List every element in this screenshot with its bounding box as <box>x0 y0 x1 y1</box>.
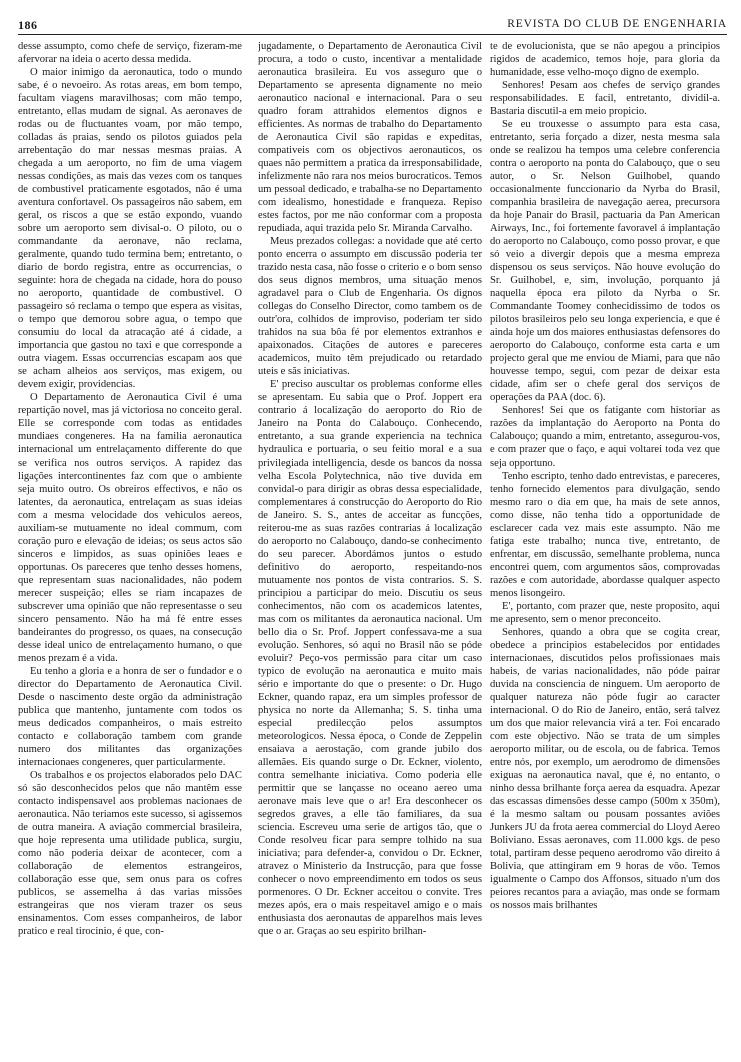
paragraph: O maior inimigo da aeronautica, todo o mundo sabe, é o nevoeiro. As rotas areas, em bom tempo, facultam viagens maravilhosas; com mão tempo, entretanto, ellas mudam de signal. As aeronaves de rodas ou de fluctuantes voam, por mão tempo, colladas ás praias, sendo os pilotos guiados pela arrebentação do mar nessas mesmas praias. A chegada a um aeroporto, no fim de uma viagem nessas condições, as mais das vezes com os tanques de combustivel praticamente esgotados, não é uma aventura confortavel. Os passageiros não sabem, em geral, os riscos a que se estão expondo, vuando sobre um aeroporto sem divisal-o. O piloto, ou o commandante da aeronave, não reclama, geralmente, quando tudo termina bem; entretanto, o diario de bordo registra, entre as occurrencias, o seguinte: hora de chegada na cidade, hora do pouso no aeroporto, quantidade de combustivel. O passageiro só reclama o tempo que espera as visitas, o tempo que demorou sobre agua, o tempo que consumiu do local da atracação até á cidade, a importancia que gastou no taxi e que corresponde a outra viagem. Essas occurrencias escapam aos que se acham alheios aos serviços, mas exigem, ou devem exigir, providencias. <box>18 67 242 391</box>
paragraph: Se eu trouxesse o assumpto para esta casa, entretanto, seria forçado a dizer, nesta mesma sala onde se realizou ha tempos uma celebre conferencia contra o aeroporto na ponta do Calabouço, que o seu autor, o Sr. Nelson Guilhobel, quando occasionalmente funccionario da Nyrba do Brasil, companhia brasileira de navegação aerea, precursora da hoje Panair do Brasil, pactuaria da Pan American Airways, Inc., foi fortemente favoravel á implantação do aeroporto no Calabouço, como posso provar, e que só veio a divergir depois que a mesma empreza dispensou os seus serviços. Não houve evolução do Sr. Guilhobel, e, sim, involução, porquanto já naquella época era piloto da Nyrba o Sr. Commandante Toomey conhecidissimo de todos os pilotos brasileiros pelo seu longa experiencia, e que é ainda hoje um dos maiores enthusiastas defensores do aeroporto do Calabouço, conforme esta carta e um projecto geral que me enviou de Miami, para que não houvesse tempo, segui, com pezar de deixar esta cidade, afim ser o chefe geral dos serviços de operações da PAA (doc. 6). <box>490 119 720 404</box>
paragraph: O Departamento de Aeronautica Civil é uma repartição novel, mas já victoriosa no conceito geral. Elle se corresponde com todas as entidades mundiaes congeneres. Ha na familia aeronautica internacional um entrelaçamento differente do que se verifica nos outros serviços. A rapidez das ligações intercontinentes faz com que o ambiente seja muito outro. Os obreiros effectivos, e não os latentes, da aeronautica, entrelaçam as suas ideias com a mesma velocidade dos vehiculos aereos, auxiliam-se mutuamente no ideal commum, com coração puro e elevação de ideias; os seus actos são sinceros e limpidos, as suas opiniões leaes e opportunas. Os pareceres que tenho desses homens, que representam suas nacionalidades, não podem merecer suspeição; elles se riam incapazes de subscrever uma opinião que não representasse o seu sincero pensamento. Não ha má fé entre esses bandeirantes do progresso, os quaes, na consecução desse ideal unico de entrelaçamento humano, o que menos prezam é a vida. <box>18 392 242 664</box>
paragraph: desse assumpto, como chefe de serviço, fizeram-me afervorar na ideia o acerto dessa medida. <box>18 41 242 66</box>
paragraph: Eu tenho a gloria e a honra de ser o fundador e o director do Departamento de Aeronautica Civil. Desde o nascimento deste orgão da administração publica que mantenho, juntamente com todos os meus dedicados companheiros, o mais estreito contacto e collaboração tambem com grande numero dos militantes das organizações internacionaes congeneres, quer particularmente. <box>18 665 242 768</box>
text-column-2 <box>258 40 482 1052</box>
paragraph: Os trabalhos e os projectos elaborados pelo DAC só são desconhecidos pelos que não mantêm esse contacto indispensavel aos problemas nacionaes de aeronautica. Não teriamos este sucesso, si agissemos de outra maneira. A aviação commercial brasileira, que hoje representa uma utilidade publica, surgiu, como não poderia deixar de acontecer, com a collaboração de elementos estrangeiros, collaboração esse que, sem onus para os cofres publicos, se assemelha á das varias missões estrangeiras que nos vieram trazer os seus ensinamentos. Com esses companheiros, de labor pratico e real tirocinio, é que, con- <box>18 769 242 938</box>
paragraph: E' preciso auscultar os problemas conforme elles se apresentam. Eu sabia que o Prof. Joppert era contrario á localização do aeroporto do Rio de Janeiro na Ponta do Calabouço. Conhecendo, entretanto, a sua grande experiencia na technica hydraulica e portuaria, o seu feitio moral e a sua privilegiada intelligencia, desde os bancos da nossa velha Escola Polytechnica, não tive duvida em convidal-o para dirigir as obras dessa especialidade, complementares á construcção do Aeroporto do Rio de Janeiro. S. S., antes de acceitar as funcções, reiterou-me as suas razões contrarias á localização do aeroporto no Calabouço, dando-se conhecimento do seu parecer. Abordámos juntos o estudo definitivo do aeroporto, respeitando-nos mutuamente nos pontos de vista contrarios. S. S. principiou a participar do meio. Discutiu os seus conhecimentos, não com os academicos latentes, mas com os militantes da aeronautica nacional. Um bello dia o Sr. Prof. Joppert confessava-me a sua evolução. Senhores, só aqui no Brasil não se póde evoluir? Peço-vos permissão para citar um caso typico de evolução na aeronautica e muito mais sério e importante do que o presente: o Dr. Hugo Eckner, quando rapaz, era um simples professor de physica no norte da Allemanha; S. S. tinha uma especial predilecção pelos assumptos meteorologicos. Nessa época, o Conde de Zeppelin ensaiava a aerostação, com grande jubilo dos allemães. Eis quando surge o Dr. Eckner, violento, contra semelhante iniciativa. Como poderia elle permittir que se lançasse no oceano aereo uma aeronave mais leve que o ar! Era desconhecer os segredos graves, a elle tão familiares, da sua sciencia. Escreveu uma serie de artigos tão, que o Conde resolveu ficar para sempre tolhido na sua iniciativa; para defender-a, convidou o Dr. Eckner, atravez o Ministerio da Instrucção, para que fosse conhecer o novo empreendimento em todos os seus pormenores. O Dr. Eckner acceitou o convite. Tres mezes após, era o mais respeitavel amigo e o mais enthusiasta dos aeronautas de apparelhos mais leves que o ar. Graças ao seu espirito brilhan- <box>258 379 482 938</box>
paragraph: jugadamente, o Departamento de Aeronautica Civil procura, a todo o custo, incentivar a mentalidade aeronautica brasileira. Eu vos asseguro que o Departamento se apresenta dignamente no meio aeronautico nacional e internacional. Para o seu quadro foram attrahidos elementos dignos e efficientes. As normas de trabalho do Departamento de Aeronautica Civil são rapidas e expeditas, compativeis com os objectivos aeronauticos, os quaes não permittem a pratica da irresponsabilidade, infelizmente não rara nos meios burocraticos. Temos um pessoal dedicado, e trabalha-se no Departamento com idealismo, honestidade e franqueza. Repiso estes factos, por me não conformar com a proposta repudiada, aqui trazida pelo Sr. Miranda Carvalho. <box>258 41 482 235</box>
paragraph: Meus prezados collegas: a novidade que até certo ponto encerra o assumpto em discussão poderia ter trazido nesta casa, não fosse o criterio e o bom senso dos seus dignos membros, uma situação menos agradavel para o Club de Engenharia. Os dignos collegas do Conselho Director, como tambem os de outr'ora, colhidos de improviso, poderiam ter sido trahidos na sua bôa fé por elementos extranhos e apaixonados. Citações de autores e pareceres academicos, muito têm prejudicado ou retardado uteis e sãs iniciativas. <box>258 236 482 378</box>
header-rule <box>18 34 727 35</box>
text-column-3 <box>490 40 720 1052</box>
paragraph: Senhores, quando a obra que se cogita crear, obedece a principios estabelecidos por entidades internacionaes, discutidos pelos profissionaes mais habeis, de varias nacionalidades, não póde pairar duvida na consciencia de ninguem. Um aeroporto de qualquer natureza não póde fugir ao caracter internacional. O do Rio de Janeiro, então, será talvez um dos que maior relevancia virá a ter. Foi encarado com este objectivo. Não se trata de um simples aeroporto militar, ou de escola, ou de fabrica. Temos entre nós, por exemplo, um aerodromo de dimensões exiguas na aeronautica naval, que é, no entanto, o ninho dessa brilhante força aerea da esquadra. Apezar das escassas dimensões desse campo (500m x 350m), é la mesmo saltam ou pousam possantes aviões Junkers JU da frota aerea commercial do Lloyd Aereo Boliviano. Essas aeronaves, com 11.000 kgs. de peso total, partiram desse pequeno aerodromo vão direito á Bolivia, que attingiram em 9 horas de vôo. Temos igualmente o Campo dos Affonsos, situado n'um dos peiores recantos para a aviação, mas onde se formam os nossos mais brilhantes <box>490 626 720 912</box>
page-header <box>18 18 727 34</box>
paragraph: Senhores! Pesam aos chefes de serviço grandes responsabilidades. E facil, entretanto, dividil-a. Bastaria discutil-a em meio propicio. <box>490 80 720 118</box>
page-number: 186 <box>18 18 38 32</box>
paragraph: E', portanto, com prazer que, neste proposito, aqui me apresento, sem o menor preconceito. <box>490 600 720 625</box>
running-title: REVISTA DO CLUB DE ENGENHARIA <box>507 18 727 30</box>
text-column-1 <box>18 40 242 1052</box>
paragraph: Senhores! Sei que os fatigante com historiar as razões da implantação do Aeroporto na Ponta do Calabouço; quando a mim, entretanto, assegurou-vos, e com prazer que o faço, e aqui voltarei toda vez que seja opportuno. <box>490 405 720 469</box>
paragraph: Tenho escripto, tenho dado entrevistas, e pareceres, tenho fornecido elementos para divulgação, sendo mesmo raro o dia em que, ha mais de sete annos, como disse, não tenha tido a opportunidade de esclarecer cada vez mais este assumpto. Não me fatiga este trabalho; nunca tive, entretanto, de enfrentar, em discussão, semelhante problema, nunca encontrei quem, com argumentos sãos, comprovadas razões e com autoridade, abordasse qualquer aspecto menos lisongeiro. <box>490 470 720 599</box>
paragraph: te de evolucionista, que se não apegou a principios rigidos de academico, temos hoje, para gloria da humanidade, esse velho-moço digno de exemplo. <box>490 41 720 79</box>
